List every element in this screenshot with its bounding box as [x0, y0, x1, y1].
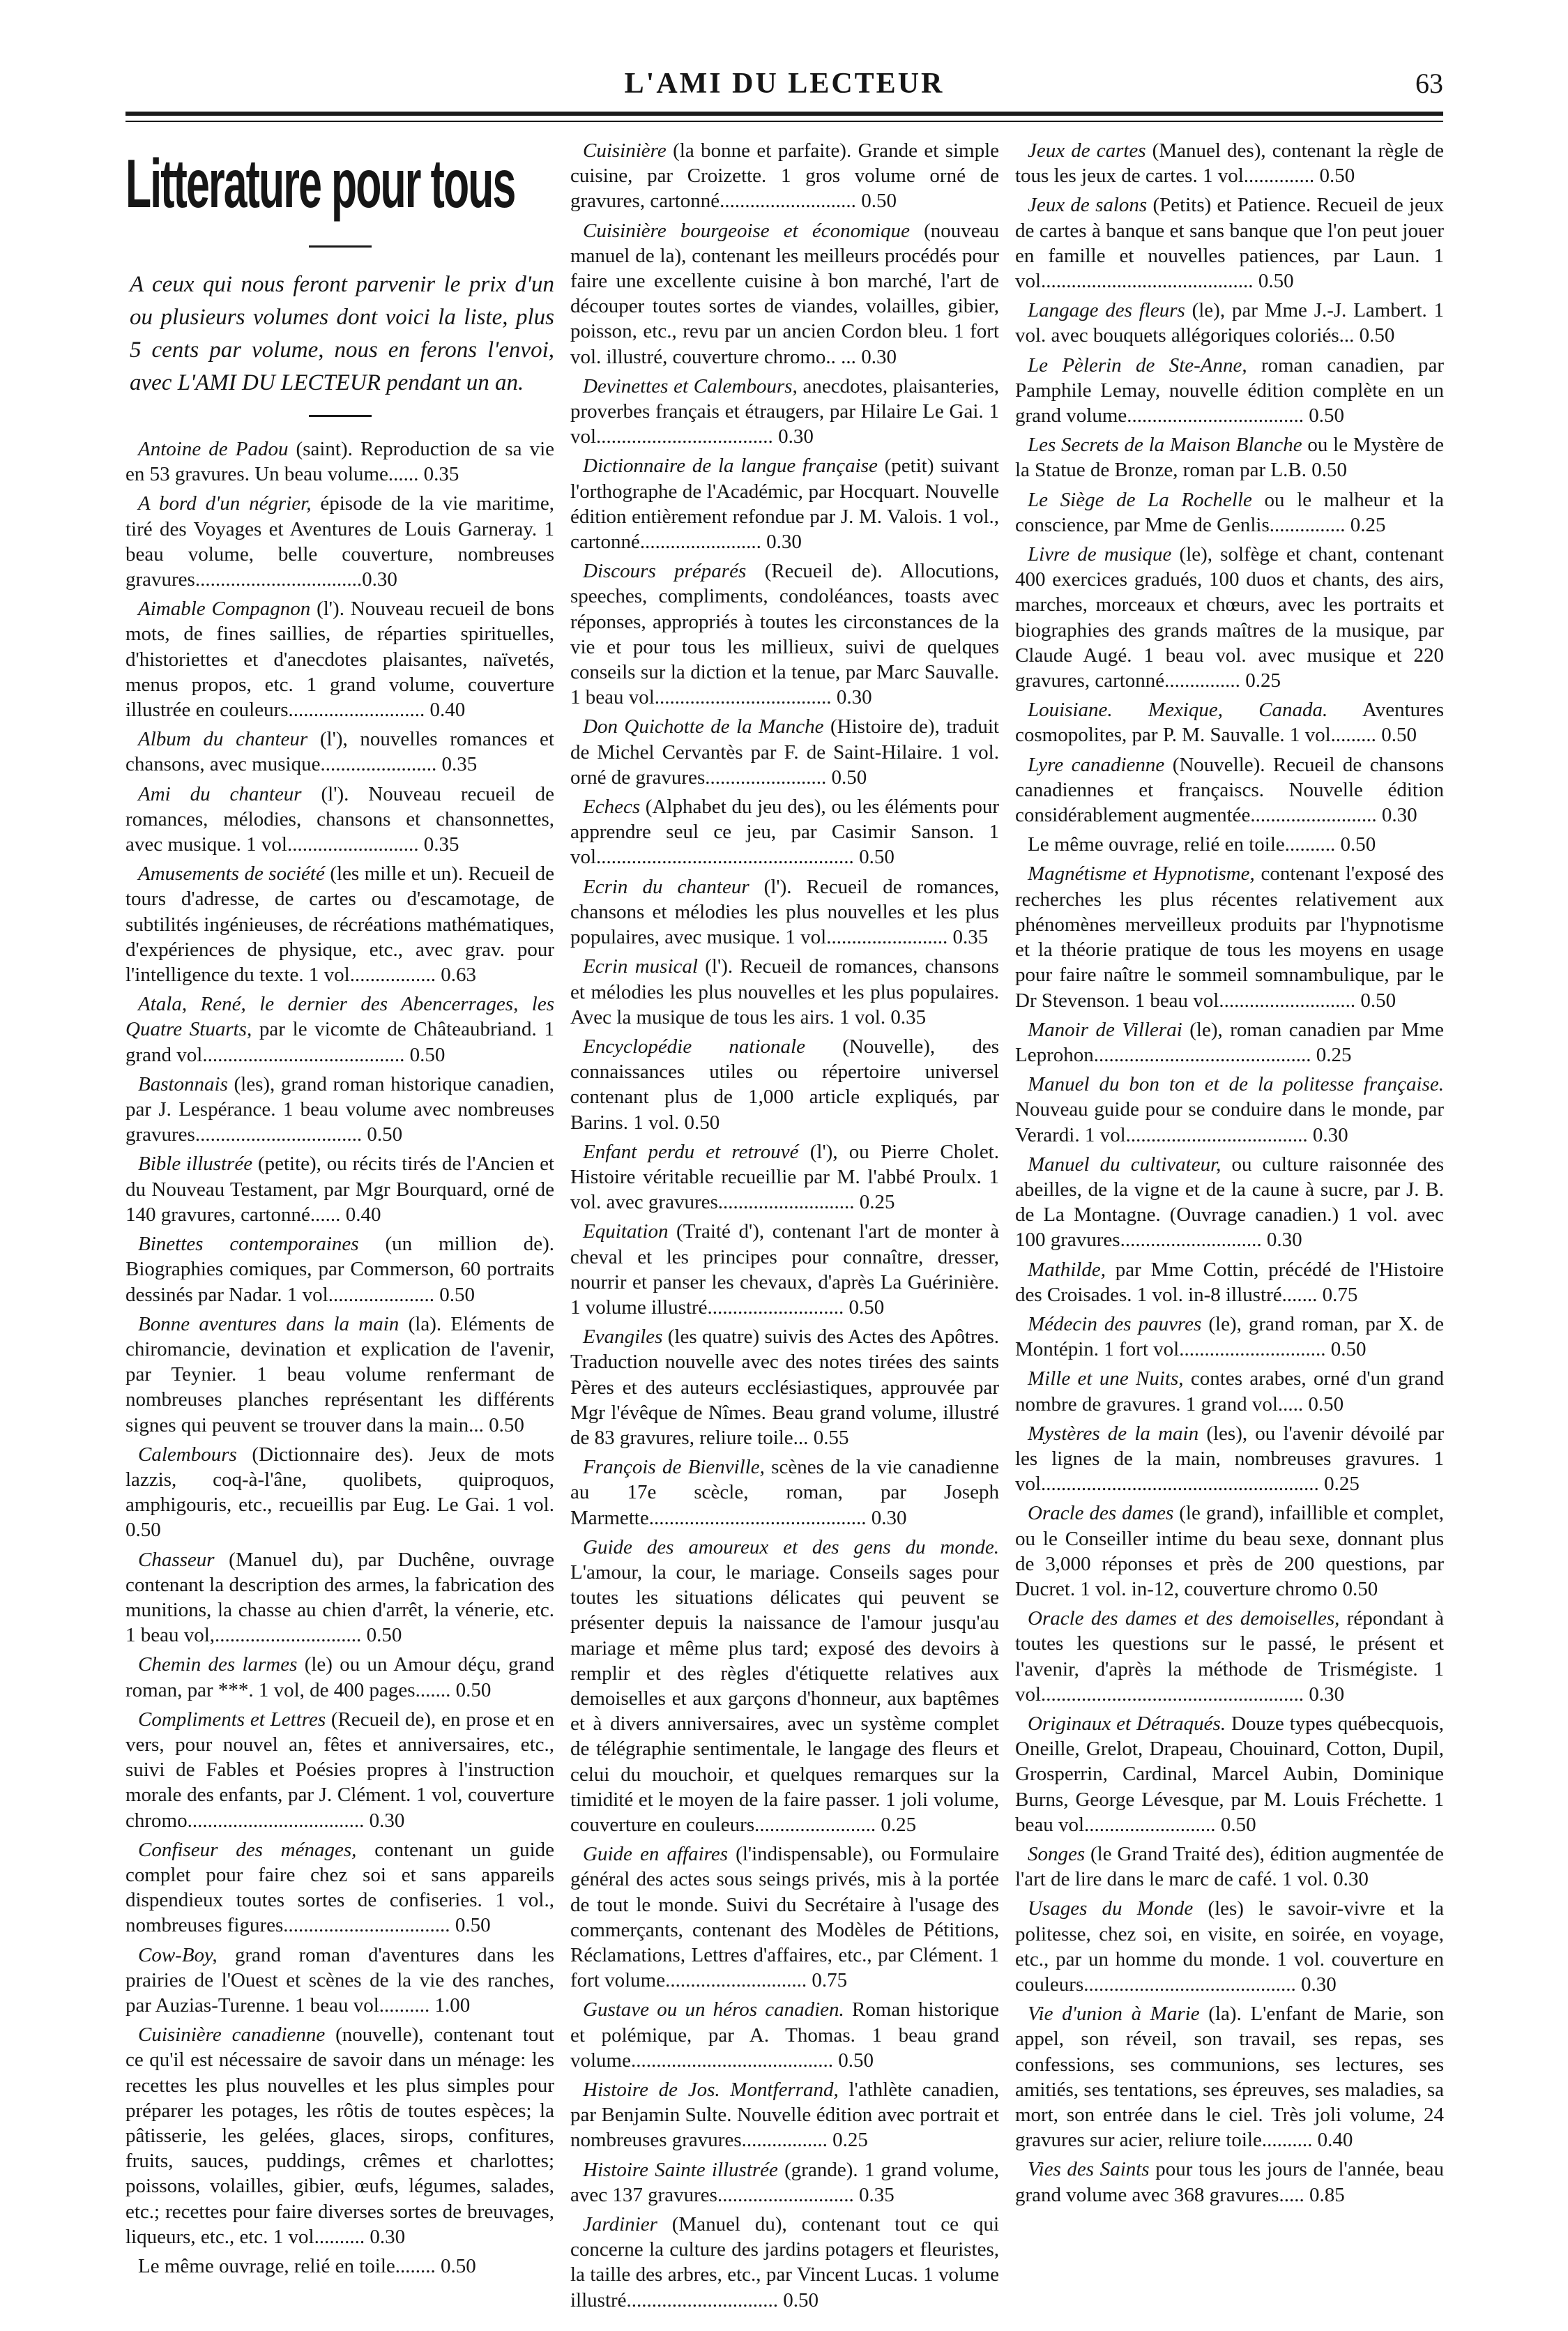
- entry-price: 0.25: [1311, 1043, 1352, 1066]
- catalog-entry: [570, 1034, 999, 1135]
- entry-description: roman canadien, par Pamphile Lemay, nouvelle édition complète en un grand volume...................................: [1015, 354, 1444, 427]
- entry-price: 0.50: [483, 1413, 524, 1436]
- entry-price: 0.50: [450, 1678, 492, 1701]
- entry-title: Jeux de salons: [1028, 194, 1148, 217]
- catalog-entry: [570, 1842, 999, 1993]
- catalog-entry: [1015, 1421, 1444, 1497]
- entry-price: 0.30: [1307, 1123, 1348, 1146]
- catalog-entry: [125, 1231, 554, 1307]
- entry-title: Jardinier: [583, 2213, 657, 2236]
- running-head: [125, 66, 1443, 107]
- entry-price: 0.50: [1314, 165, 1355, 188]
- entry-price: 0.50: [361, 1624, 402, 1647]
- entry-title: Livre de musique: [1028, 543, 1172, 566]
- entry-description: Aventures cosmopolites, par P. M. Sauvalle. 1 vol.........: [1015, 699, 1444, 747]
- catalog-entry: [1015, 1257, 1444, 1307]
- entry-price: 0.50: [125, 1519, 161, 1542]
- entry-title: Devinettes et Calembours,: [583, 374, 798, 397]
- entry-description: l'athlète canadien, par Benjamin Sulte. Nouvelle édition avec portrait et nombreuses gravures.................: [570, 2079, 999, 2152]
- entry-title: Le Siège de La Rochelle: [1028, 488, 1252, 511]
- entry-title: Antoine de Padou: [138, 438, 289, 460]
- entry-title: Louisiane. Mexique, Canada.: [1028, 699, 1328, 722]
- entry-description: contenant un guide complet pour faire chez soi et sans appareils dispendieux toutes sortes de confiseries. 1 vol., nombreuses figures.................................: [125, 1838, 554, 1937]
- intro-paragraph: A ceux qui nous feront parvenir le prix d'un ou plusieurs volumes dont voici la liste, plus 5 cents par volume, nous en ferons l'envoi, avec L'AMI DU LECTEUR pendant un an.: [130, 272, 554, 395]
- catalog-entry: [570, 453, 999, 554]
- catalog-entry: [570, 2212, 999, 2313]
- catalog-entry: [1015, 1366, 1444, 1416]
- entry-description: (Histoire de), traduit de Michel Cervantès par F. de Saint-Hilaire. 1 vol. orné de gravures........................: [570, 715, 999, 789]
- catalog-entry: [570, 1324, 999, 1450]
- entry-title: Enfant perdu et retrouvé: [583, 1140, 799, 1163]
- catalog-entry: [1015, 1896, 1444, 1997]
- entry-title: Usages du Monde: [1028, 1897, 1194, 1920]
- entry-title: Histoire de Jos. Montferrand,: [583, 2079, 839, 2102]
- catalog-entry: [1015, 1501, 1444, 1602]
- entry-description: (la). Eléments de chiromancie, devination et explication de l'avenir, par Teynier. 1 beau volume renfermant de nombreuses planches représentant les différents signes qui peuvent se trouver dans la main...: [125, 1312, 554, 1436]
- entry-price: 0.30: [772, 425, 814, 448]
- entry-price: 0.55: [808, 1426, 849, 1449]
- catalog-entry: [1015, 138, 1444, 188]
- entry-title: Ecrin du chanteur: [583, 875, 749, 898]
- entry-description: (saint). Reproduction de sa vie en 53 gravures. Un beau volume......: [125, 438, 554, 486]
- column-1: [125, 143, 554, 2298]
- entry-description: (les) le savoir-vivre et la politesse, chez soi, en visite, en soirée, en voyage, etc., par un homme du monde. 1 vol. couverture en couleurs..........................................: [1015, 1897, 1444, 1996]
- entry-description: (l'). Nouveau recueil de bons mots, de fines saillies, de réparties spirituelles, d'historiettes et d'anecdotes plaisantes, naïvetés, menus propos, etc. 1 grand volume, couverture illustrée en couleurs...........................: [125, 598, 554, 722]
- catalog-entry: [570, 874, 999, 950]
- entry-price: 0.25: [1318, 1473, 1360, 1496]
- entry-price: 0.50: [404, 1043, 446, 1066]
- header-rule-thin: [125, 121, 1443, 122]
- entry-price: 0.50: [778, 2288, 819, 2311]
- entry-title: Atala, René, le dernier des Abencerrages, les Quatre Stuarts,: [125, 993, 554, 1041]
- entry-title: Discours préparés: [583, 560, 747, 583]
- catalog-entry: [570, 138, 999, 214]
- entry-description: (nouveau manuel de la), contenant les meilleurs procédés pour faire une excellente cuisine à bon marché, l'art de découper toutes sortes de viandes, volailles, gibier, poisson, etc., revu par un ancien Cordon bleu. 1 fort vol. illustré, couverture chromo.. ...: [570, 219, 999, 368]
- entry-title: Compliments et Lettres: [138, 1708, 326, 1731]
- entry-price: 0.40: [1312, 2129, 1353, 2152]
- entry-title: Cuisinière: [583, 139, 667, 162]
- entry-description: (Recueil de). Allocutions, speeches, compliments, condoléances, toasts avec réponses, appropriés à toutes les circonstances de la vie et pour tous les millieux, suivi de quelques conseils sur la diction et la tenue, par Marc Sauvalle. 1 beau vol...................................: [570, 560, 999, 709]
- entry-title: Don Quichotte de la Manche: [583, 715, 824, 738]
- entry-price: 0.85: [1304, 2183, 1345, 2206]
- catalog-entry: [570, 1455, 999, 1531]
- entry-price: 1.00: [429, 1994, 471, 2017]
- entry-title: Guide en affaires: [583, 1843, 729, 1866]
- catalog-entry: [1015, 697, 1444, 747]
- entry-description: Nouveau guide pour se conduire dans le monde, par Verardi. 1 vol....................................: [1015, 1098, 1444, 1146]
- catalog-entry: [1015, 192, 1444, 294]
- entry-price: 0.50: [844, 1296, 885, 1319]
- entry-price: 0.50: [679, 1111, 720, 1134]
- entry-title: Amusements de société: [138, 863, 325, 886]
- entry-description: épisode de la vie maritime, tiré des Voyages et Aventures de Louis Garneray. 1 beau volume, belle couverture, nombreuses gravures.................................: [125, 492, 554, 591]
- entry-title: Oracle des dames et des demoiselles,: [1028, 1607, 1340, 1630]
- entry-title: Magnétisme et Hypnotisme,: [1028, 863, 1255, 886]
- entry-description: (l'). Recueil de romances, chansons et mélodies les plus nouvelles et les plus populaires. Avec la musique de tous les airs. 1 vol.: [570, 955, 999, 1028]
- intro-rule: [309, 415, 372, 417]
- catalog-entry: [1015, 832, 1444, 857]
- catalog-entry: [125, 1312, 554, 1438]
- entry-title: Manuel du bon ton et de la politesse française.: [1028, 1073, 1444, 1096]
- catalog-entry: [125, 1652, 554, 1702]
- entry-title: Mathilde,: [1028, 1258, 1106, 1281]
- catalog-entry: [570, 559, 999, 710]
- entry-title: Manuel du cultivateur,: [1028, 1153, 1221, 1176]
- catalog-entry: [570, 374, 999, 450]
- entry-price: 0.50: [855, 190, 897, 213]
- entry-title: Manoir de Villerai: [1028, 1018, 1182, 1041]
- entry-title: Cuisinière bourgeoise et économique: [583, 219, 910, 242]
- catalog-entry: [570, 2077, 999, 2153]
- entry-description: (l'), nouvelles romances et chansons, avec musique.......................: [125, 728, 554, 776]
- entry-title: Gustave ou un héros canadien.: [583, 1998, 844, 2021]
- entry-description: (le), grand roman, par X. de Montépin. 1 fort vol.............................: [1015, 1312, 1444, 1361]
- catalog-entry: [1015, 1017, 1444, 1068]
- entry-price: 0.35: [853, 2183, 895, 2206]
- entry-price: 0.50: [435, 2255, 476, 2278]
- entry-price: 0.50: [1337, 1577, 1378, 1600]
- entry-price: 0.50: [853, 846, 895, 869]
- entry-description: (petit) suivant l'orthographe de l'Académic, par Hocquart. Nouvelle édition entièrement refondue par J. M. Valois. 1 vol., cartonné........................: [570, 455, 999, 554]
- entry-title: Dictionnaire de la langue française: [583, 455, 878, 478]
- entry-description: (petite), ou récits tirés de l'Ancien et du Nouveau Testament, par Mgr Bourquard, orné de 140 gravures, cartonné......: [125, 1153, 554, 1226]
- entry-description: (Traité d'), contenant l'art de monter à cheval et les principes pour connaître, dresser, nourrir et panser les chevaux, d'après La Guérinière. 1 volume illustré...........................: [570, 1220, 999, 1319]
- catalog-entry: [1015, 1711, 1444, 1837]
- entry-title: Chemin des larmes: [138, 1653, 298, 1676]
- entry-title: Album du chanteur: [138, 728, 308, 751]
- catalog-entry: [1015, 2157, 1444, 2207]
- entry-description: contes arabes, orné d'un grand nombre de gravures. 1 grand vol.....: [1015, 1367, 1444, 1415]
- catalog-entry: [570, 1139, 999, 1215]
- entry-description: (le) ou un Amour déçu, grand roman, par ***. 1 vol, de 400 pages.......: [125, 1653, 554, 1701]
- entry-title: Evangiles: [583, 1326, 663, 1349]
- catalog-entry: [125, 596, 554, 722]
- entry-description: (un million de). Biographies comiques, par Commerson, 60 portraits dessinés par Nadar. 1 vol.....................: [125, 1233, 554, 1306]
- entry-title: Bible illustrée: [138, 1153, 253, 1176]
- entry-title: Binettes contemporaines: [138, 1233, 359, 1256]
- entry-title: Les Secrets de la Maison Blanche: [1028, 434, 1302, 457]
- entry-description: (Manuel du), contenant tout ce qui concerne la culture des jardins potagers et fleuristes, la taille des arbres, etc., par Vincent Lucas. 1 volume illustré..............................: [570, 2213, 999, 2311]
- entry-description: Roman historique et polémique, par A. Thomas. 1 beau grand volume........................................: [570, 1998, 999, 2072]
- entry-price: 0.50: [362, 1123, 403, 1146]
- catalog-entry: [125, 491, 554, 592]
- catalog-entry: [1015, 1606, 1444, 1707]
- entry-description: (Manuel des), contenant la règle de tous les jeux de cartes. 1 vol..............: [1015, 139, 1445, 188]
- entry-description: (les), grand roman historique canadien, par J. Lespérance. 1 beau volume avec nombreuses gravures.................................: [125, 1072, 554, 1146]
- entry-description: (Recueil de), en prose et en vers, pour nouvel an, fêtes et anniversaires, etc., suivi de Fables et Poésies propres à l'instruction morale des enfants, par J. Clément. 1 vol, couverture chromo...................................: [125, 1708, 555, 1832]
- catalog-entry: [570, 794, 999, 870]
- entry-description: (le Grand Traité des), édition augmentée de l'art de lire dans le marc de café. 1 vol.: [1015, 1843, 1444, 1891]
- entry-price: 0.30: [831, 686, 872, 709]
- entry-list: [570, 138, 999, 2313]
- entry-description: Le même ouvrage, relié en toile..........: [1028, 833, 1336, 856]
- entry-price: 0.30: [1376, 804, 1417, 827]
- entry-description: (le), solfège et chant, contenant 400 exercices gradués, 100 duos et chants, des airs, marches, morceaux et chœurs, avec les portraits et biographies des grands maîtres de la musique, par Claude Augé. 1 beau vol. avec musique et 220 gravures, cartonné...............: [1015, 543, 1444, 692]
- entry-description: (Dictionnaire des). Jeux de mots lazzis, coq-à-l'âne, quolibets, quiproquos, amphigouris, etc., recueillis par Eug. Le Gai. 1 vol.: [125, 1443, 554, 1517]
- entry-description: (Nouvelle), des connaissances utiles ou répertoire universel contenant plus de 1,000 article expliqués, par Barins. 1 vol.: [570, 1035, 999, 1134]
- entry-description: (l'). Nouveau recueil de romances, mélodies, chansons et chansonnettes, avec musique. 1 vol..........................: [125, 782, 554, 856]
- entry-price: 0.75: [1317, 1283, 1358, 1306]
- catalog-entry: [125, 1837, 554, 1938]
- catalog-entry: [1015, 2001, 1444, 2152]
- entry-description: contenant l'exposé des recherches les plus récentes relativement aux phénomènes merveilleux produits par l'hypnotisme et la théorie pratique de tous les moyens en usage pour faire naître le sommeil somnambulique, par le Dr Stevenson. 1 beau vol...........................: [1015, 863, 1445, 1012]
- entry-title: Le Pèlerin de Ste-Anne,: [1028, 354, 1247, 377]
- entry-title: Mystères de la main: [1028, 1422, 1199, 1445]
- entry-price: 0.35: [418, 463, 459, 486]
- entry-description: (l'), ou Pierre Cholet. Histoire véritable recueillie par M. l'abbé Proulx. 1 vol. avec gravures...........................: [570, 1140, 999, 1214]
- catalog-entry: [125, 861, 554, 987]
- entry-price: 0.30: [364, 1809, 405, 1832]
- entry-title: Encyclopédie nationale: [583, 1035, 805, 1058]
- entry-price: 0.50: [1325, 1338, 1367, 1361]
- entry-title: Vie d'union à Marie: [1028, 2003, 1200, 2026]
- entry-description: (nouvelle), contenant tout ce qu'il est nécessaire de savoir dans un ménage: les recettes les plus nouvelles et les plus simples pour préparer les potages, les rôtis de toutes espèces; la pâtisserie, les gelées, glaces, sirops, confitures, fruits, sauces, puddings, crêmes et charlottes; poissons, volailles, gibier, œufs, légumes, salades, etc.; recettes pour faire diverses sortes de breuvages, liqueurs, etc., etc. 1 vol..........: [125, 2024, 554, 2248]
- entry-title: Histoire Sainte illustrée: [583, 2158, 778, 2181]
- header-rule: [125, 112, 1443, 116]
- catalog-entry: [1015, 1312, 1444, 1362]
- entry-description: (Manuel du), par Duchêne, ouvrage contenant la description des armes, la fabrication des munitions, la chasse au chien d'arrêt, la vénerie, etc. 1 beau vol,.............................: [125, 1548, 554, 1647]
- entry-price: 0.35: [885, 1005, 927, 1028]
- entry-title: Bonne aventures dans la main: [138, 1312, 399, 1335]
- entry-description: ou culture raisonnée des abeilles, de la vigne et de la caune à sucre, par J. B. de La Montagne. (Ouvrage canadien.) 1 vol. avec 100 gravures............................: [1015, 1153, 1444, 1252]
- entry-price: 0.25: [876, 1814, 917, 1836]
- entry-description: Douze types québecquois, Oneille, Grelot, Drapeau, Chouinard, Cotton, Dupil, Grosperrin, Cardinal, Marcel Aubin, Dominique Burns, George Lévesque, par M. Louis Fréchette. 1 beau vol..........................: [1015, 1712, 1444, 1836]
- entry-description: (la bonne et parfaite). Grande et simple cuisine, par Croizette. 1 gros volume orné de gravures, cartonné...........................: [570, 139, 999, 213]
- entry-title: Guide des amoureux et des gens du monde.: [583, 1535, 999, 1558]
- entry-price: 0.25: [854, 1191, 895, 1214]
- entry-price: 0.50: [826, 766, 867, 789]
- entry-price: 0.50: [1335, 833, 1376, 856]
- entry-title: Oracle des dames: [1028, 1502, 1174, 1525]
- entry-price: 0.30: [761, 531, 802, 554]
- entry-title: Médecin des pauvres: [1028, 1312, 1202, 1335]
- entry-description: (le), par Mme J.-J. Lambert. 1 vol. avec bouquets allégoriques coloriés...: [1015, 299, 1444, 347]
- entry-title: Echecs: [583, 796, 641, 819]
- entry-description: (la). L'enfant de Marie, son appel, son réveil, son travail, ses repas, ses confessions, ses communions, ses lectures, ses amitiés, ses tentations, ses épreuves, ses maladies, sa mort, son entrée dans le ciel. Très joli volume, 24 gravures sur acier, reliure toile..........: [1015, 2003, 1444, 2152]
- entry-price: 0.30: [1304, 1683, 1345, 1706]
- catalog-entry: [125, 436, 554, 487]
- entry-price: 0.30: [855, 345, 897, 368]
- entry-title: Aimable Compagnon: [138, 598, 311, 621]
- entry-price: 0.35: [436, 753, 478, 776]
- catalog-entry: [570, 1219, 999, 1320]
- entry-title: Langage des fleurs: [1028, 299, 1185, 322]
- entry-description: pour tous les jours de l'année, beau grand volume avec 368 gravures.....: [1015, 2158, 1444, 2206]
- entry-price: 0.50: [1355, 989, 1396, 1012]
- entry-description: (le), roman canadien par Mme Leprohon...........................................: [1015, 1018, 1444, 1066]
- catalog-entry: [570, 1535, 999, 1837]
- catalog-entry: [1015, 353, 1444, 429]
- entry-description: (les quatre) suivis des Actes des Apôtres. Traduction nouvelle avec des notes tirées des saints Pères et des auteurs ecclésiastiques, approuvée par Mgr l'évêque de Nîmes. Beau grand volume, illustré de 83 gravures, reliure toile...: [570, 1326, 999, 1449]
- entry-description: scènes de la vie canadienne au 17e scècle, roman, par Joseph Marmette...........................................: [570, 1456, 999, 1529]
- column-3: [1015, 138, 1444, 2293]
- entry-description: (Nouvelle). Recueil de chansons canadiennes et françaiscs. Nouvelle édition considérablement augmentée.........................: [1015, 753, 1445, 827]
- journal-title: L'AMI DU LECTEUR: [624, 68, 945, 100]
- entry-title: Ecrin musical: [583, 955, 698, 978]
- entry-description: grand roman d'aventures dans les prairies de l'Ouest et scènes de la vie des ranches, par Auzias-Turenne. 1 beau vol..........: [125, 1943, 554, 2017]
- entry-price: 0.50: [1215, 1813, 1256, 1836]
- entry-description: ou le Mystère de la Statue de Bronze, roman par L.B.: [1015, 434, 1444, 482]
- catalog-entry: [570, 1997, 999, 2073]
- catalog-entry: [1015, 298, 1444, 348]
- entry-title: A bord d'un négrier,: [138, 492, 312, 515]
- entry-title: Cuisinière canadienne: [138, 2024, 326, 2047]
- entry-description: par Mme Cottin, précédé de l'Histoire des Croisades. 1 vol. in-8 illustré.......: [1015, 1258, 1444, 1306]
- entry-description: ou le malheur et la conscience, par Mme de Genlis...............: [1015, 488, 1444, 536]
- catalog-entry: [125, 727, 554, 777]
- catalog-entry: [570, 218, 999, 370]
- entry-price: 0.25: [1240, 669, 1281, 692]
- column-2: [570, 138, 1000, 2311]
- entry-description: (l'indispensable), ou Formulaire général des actes sous seings privés, mis à la portée de tout le monde. Suivi du Secrétaire à l'usage des commerçants, contenant des Modèles de Pétitions, Réclamations, Lettres d'affaires, etc., par Clément. 1 fort volume............................: [570, 1843, 1000, 1992]
- entry-price: 0.30: [365, 2225, 406, 2248]
- entry-price: 0.25: [1345, 513, 1386, 536]
- title-rule: [309, 245, 372, 248]
- entry-price: 0.50: [1376, 724, 1417, 747]
- entry-description: L'amour, la cour, le mariage. Conseils sages pour toutes les situations délicates qui peuvent se présenter depuis la naissance de l'amour jusqu'au mariage et même plus tard; exposé des devoirs à remplir et des règles d'étiquette relatives aux demoiselles et aux garçons d'honneur, aux baptêmes et à divers anniversaires, avec un système complet de télégraphie sentimentale, le langage des fleurs et celui du mouchoir, et quelques remarques sur la timidité et le moyen de la faire passer. 1 joli volume, couverture en couleurs........................: [570, 1561, 999, 1836]
- catalog-entry: [570, 2157, 999, 2208]
- entry-description: (le grand), infaillible et complet, ou le Conseiller intime du beau sexe, donnant plus de 3,000 réponses et près de 200 questions, par Ducret. 1 vol. in-12, couverture chromo: [1015, 1502, 1444, 1600]
- entry-description: (Alphabet du jeu des), ou les éléments pour apprendre seul ce jeu, par Casimir Sanson. 1 vol...................................................: [570, 796, 999, 869]
- entry-price: 0.30: [362, 568, 397, 591]
- entry-title: Calembours: [138, 1443, 237, 1466]
- entry-description: (les mille et un). Recueil de tours d'adresse, de cartes ou d'escamotage, de subtilités ingénieuses, de récréations mathématiques, d'expériences de physique, etc., avec grav. pour l'intelligence du texte. 1 vol.................: [125, 863, 554, 987]
- entry-title: François de Bienville,: [583, 1456, 765, 1479]
- entry-title: Jeux de cartes: [1028, 139, 1146, 162]
- entry-price: 0.75: [807, 1969, 848, 1992]
- entry-title: Chasseur: [138, 1548, 215, 1571]
- catalog-entry: [125, 1442, 554, 1543]
- entry-price: 0.50: [833, 2049, 874, 2072]
- catalog-entry: [1015, 1842, 1444, 1892]
- entry-price: 0.30: [1261, 1229, 1302, 1252]
- entry-title: Originaux et Détraqués.: [1028, 1712, 1226, 1735]
- entry-title: Cow-Boy,: [138, 1943, 218, 1966]
- entry-price: 0.40: [425, 699, 466, 722]
- entry-price: 0.50: [1303, 1392, 1344, 1415]
- catalog-entry: [570, 954, 999, 1030]
- entry-price: 0.50: [1304, 404, 1345, 427]
- entry-title: Ami du chanteur: [138, 782, 302, 805]
- entry-price: 0.30: [1295, 1973, 1337, 1996]
- catalog-entry: [125, 1707, 554, 1833]
- entry-title: Lyre canadienne: [1028, 753, 1165, 776]
- catalog-entry: [125, 2022, 554, 2249]
- entry-price: 0.50: [1306, 459, 1347, 482]
- entry-price: 0.50: [450, 1914, 491, 1937]
- entry-description: par le vicomte de Châteaubriand. 1 grand vol........................................: [125, 1018, 554, 1066]
- entry-description: (grande). 1 grand volume, avec 137 gravures...........................: [570, 2158, 1000, 2206]
- entry-description: (les), ou l'avenir dévoilé par les lignes de la main, nombreuses gravures. 1 vol.......................................................: [1015, 1422, 1444, 1496]
- entry-list: [125, 436, 554, 2279]
- catalog-entry: [1015, 752, 1444, 828]
- entry-list: [1015, 138, 1444, 2208]
- catalog-entry: [125, 1151, 554, 1227]
- page-number: 63: [1415, 68, 1443, 99]
- entry-title: Mille et une Nuits,: [1028, 1367, 1184, 1390]
- section-title: Litterature pour tous: [125, 145, 515, 222]
- entry-price: 0.25: [827, 2129, 868, 2152]
- catalog-entry: [125, 1943, 554, 2019]
- entry-price: 0.30: [866, 1506, 907, 1529]
- entry-price: 0.50: [1253, 270, 1294, 293]
- catalog-entry: [1015, 1072, 1444, 1148]
- entry-description: anecdotes, plaisanteries, proverbes français et étraugers, par Hilaire Le Gai. 1 vol...................................: [570, 374, 999, 448]
- entry-price: 0.50: [434, 1283, 475, 1306]
- catalog-entry: [125, 992, 554, 1068]
- entry-description: (Petits) et Patience. Recueil de jeux de cartes à banque et sans banque que l'on peut jouer en famille et nouvelles patiences, par Laun. 1 vol..........................................: [1015, 194, 1444, 293]
- catalog-entry: [125, 2254, 554, 2279]
- entry-title: Bastonnais: [138, 1072, 228, 1095]
- entry-description: répondant à toutes les questions sur le passé, le présent et l'avenir, d'après la méthode de Trismégiste. 1 vol....................................................: [1015, 1607, 1444, 1706]
- entry-price: 0.40: [340, 1203, 381, 1226]
- catalog-entry: [125, 1072, 554, 1148]
- entry-price: 0.35: [947, 926, 989, 949]
- entry-title: Confiseur des ménages,: [138, 1838, 357, 1861]
- catalog-entry: [125, 1547, 554, 1648]
- catalog-entry: [125, 782, 554, 858]
- entry-title: Vies des Saints: [1028, 2158, 1150, 2181]
- entry-description: (l'). Recueil de romances, chansons et mélodies les plus nouvelles et les plus populaires, avec musique. 1 vol........................: [570, 875, 999, 949]
- catalog-entry: [1015, 487, 1444, 538]
- entry-description: Le même ouvrage, relié en toile........: [138, 2255, 436, 2278]
- catalog-entry: [1015, 861, 1444, 1012]
- entry-price: 0.35: [418, 833, 459, 856]
- entry-price: 0.63: [435, 964, 476, 987]
- entry-title: Equitation: [583, 1220, 669, 1243]
- catalog-entry: [1015, 1152, 1444, 1253]
- entry-price: 0.30: [1327, 1868, 1369, 1891]
- entry-price: 0.50: [1354, 324, 1395, 347]
- catalog-entry: [1015, 432, 1444, 483]
- catalog-entry: [1015, 542, 1444, 693]
- entry-title: Songes: [1028, 1843, 1086, 1865]
- catalog-entry: [570, 714, 999, 790]
